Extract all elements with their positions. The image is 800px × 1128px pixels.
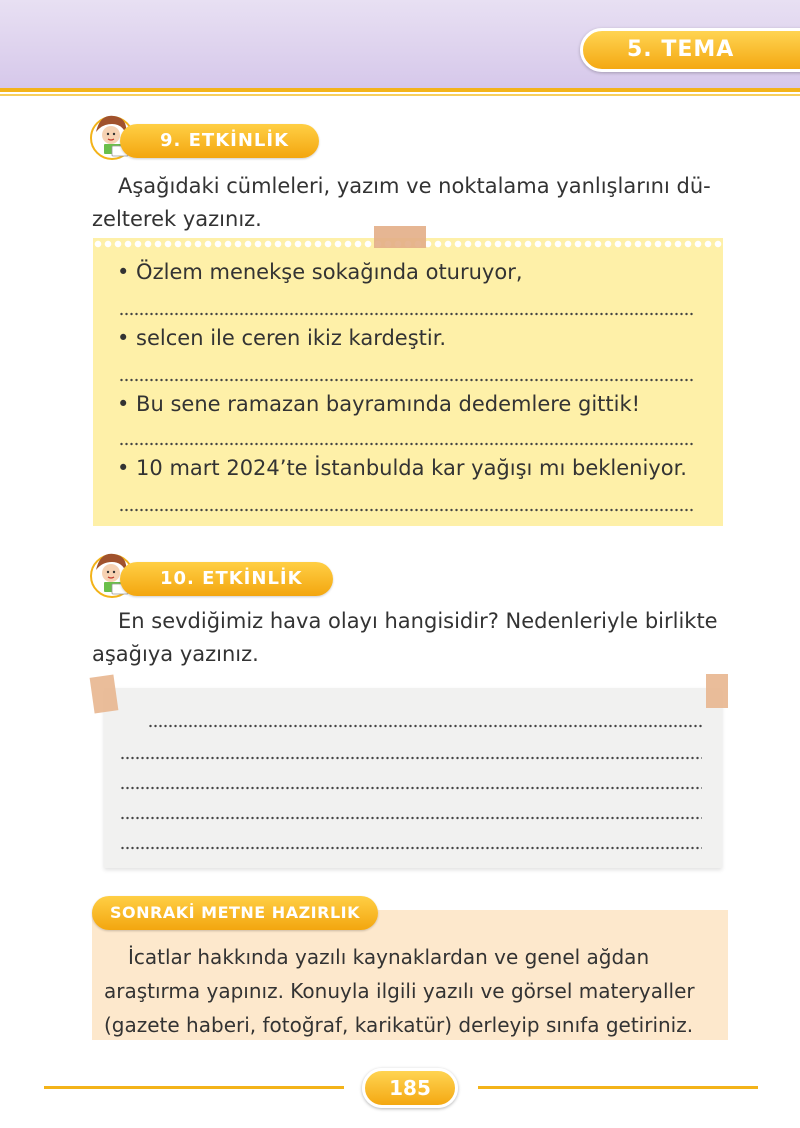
footer-rule-right (478, 1086, 758, 1089)
activity-9-heading (82, 124, 382, 158)
header-divider (0, 88, 800, 92)
activity-10-instruction (92, 605, 728, 671)
instruction-line: En sevdiğimiz hava olayı hangisidir? Nedenleriyle birlikte (118, 609, 718, 633)
answer-line[interactable] (120, 756, 702, 760)
tape-strip (90, 675, 119, 714)
instruction-line: aşağıya yazınız. (92, 642, 259, 666)
next-text-line: araştırma yapınız. Konuyla ilgili yazılı ve görsel materyaller (104, 979, 695, 1003)
answer-line[interactable] (120, 846, 702, 850)
next-text-line: (gazete haberi, fotoğraf, karikatür) derleyip sınıfa getiriniz. (104, 1013, 694, 1037)
next-text-body (104, 940, 716, 1042)
instruction-line: zelterek yazınız. (92, 207, 262, 231)
tape-strip (374, 226, 426, 248)
sentence-item: • Bu sene ramazan bayramında dedemlere gittik! (117, 392, 641, 416)
answer-line[interactable] (119, 312, 693, 316)
answer-line[interactable] (148, 724, 702, 728)
next-text-line: İcatlar hakkında yazılı kaynaklardan ve genel ağdan (128, 945, 650, 969)
sentence-item: • 10 mart 2024’te İstanbulda kar yağışı mı bekleniyor. (117, 456, 687, 480)
answer-line[interactable] (119, 508, 693, 512)
sentence-item: • selcen ile ceren ikiz kardeştir. (117, 326, 447, 350)
activity-9-title: 9. ETKİNLİK (120, 124, 319, 158)
instruction-line: Aşağıdaki cümleleri, yazım ve noktalama yanlışlarını dü- (118, 174, 711, 198)
activity-10-title: 10. ETKİNLİK (120, 562, 333, 596)
footer-rule-left (44, 1086, 344, 1089)
answer-line[interactable] (120, 786, 702, 790)
header-divider-thin (0, 94, 800, 96)
tape-strip (706, 674, 728, 708)
theme-tab: 5. TEMA (580, 28, 800, 72)
answer-note (104, 688, 722, 868)
answer-line[interactable] (120, 816, 702, 820)
sentence-note (93, 238, 723, 526)
sentence-item: • Özlem menekşe sokağında oturuyor, (117, 260, 523, 284)
answer-line[interactable] (119, 442, 693, 446)
next-text-title: SONRAKİ METNE HAZIRLIK (92, 896, 378, 930)
answer-line[interactable] (119, 378, 693, 382)
page-number: 185 (362, 1068, 458, 1108)
activity-10-heading (82, 562, 382, 596)
